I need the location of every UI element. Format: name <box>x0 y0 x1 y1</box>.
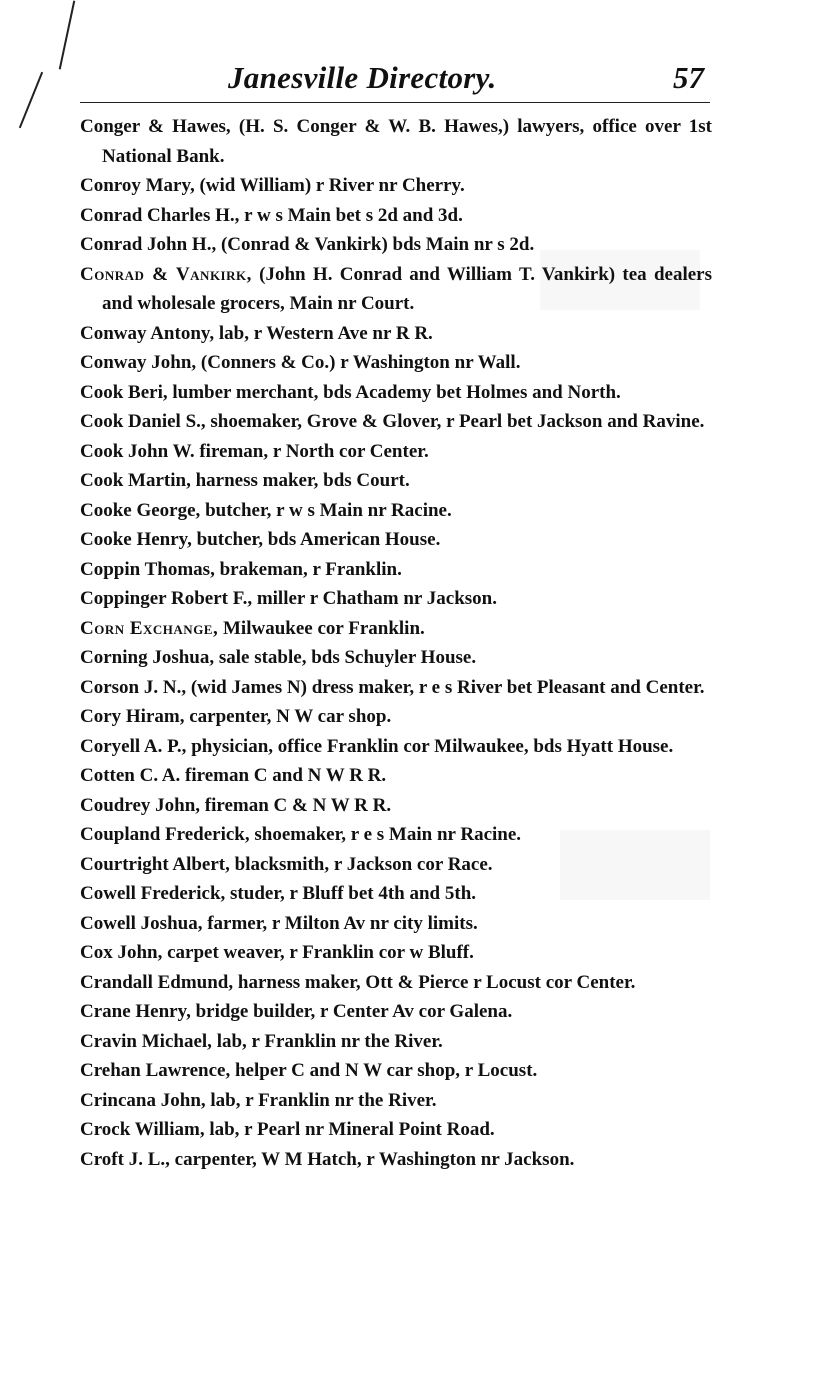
entry-name: Cooke George, <box>80 499 201 521</box>
entry-details: helper C and N W car shop, r Locust. <box>230 1060 538 1081</box>
entry-name: Cowell Frederick, <box>80 883 226 904</box>
running-title: Janesville Directory. <box>228 60 497 95</box>
directory-entry <box>80 201 712 231</box>
entry-details: fireman C & N W R R. <box>200 794 392 816</box>
entry-details: carpenter, N W car shop. <box>184 706 392 727</box>
entry-details: carpet weaver, r Franklin cor w Bluff. <box>162 942 474 963</box>
directory-entry <box>80 1086 712 1116</box>
directory-entry <box>80 732 712 762</box>
directory-entry <box>80 997 712 1027</box>
entry-name: Conger & Hawes, <box>80 116 231 137</box>
entry-details: (wid William) r River nr Cherry. <box>194 175 465 196</box>
directory-entry <box>80 938 712 968</box>
running-header <box>80 58 710 103</box>
entry-details: fireman C and N W R R. <box>180 765 387 786</box>
entry-name: Courtright Albert, <box>80 853 230 875</box>
entry-name: Coppin Thomas, <box>80 558 215 580</box>
directory-entry <box>80 791 712 821</box>
entry-name: Crandall Edmund, <box>80 971 234 993</box>
directory-entry <box>80 909 712 939</box>
directory-entry <box>80 378 712 408</box>
page-number: 57 <box>673 60 704 95</box>
entry-name: Cook Martin, <box>80 470 191 491</box>
entry-details: (H. S. Conger & W. B. Hawes,) lawyers, office over 1st National Bank. <box>102 116 712 167</box>
entry-name: Corning Joshua, <box>80 647 215 668</box>
directory-entry <box>80 260 712 319</box>
entry-name: Coudrey John, <box>80 794 201 816</box>
directory-entry <box>80 614 712 644</box>
directory-entry <box>80 1056 712 1086</box>
entry-details: harness maker, Ott & Pierce r Locust cor Center. <box>233 971 636 993</box>
entry-details: (John H. Conrad and William T. Vankirk) tea dealers and wholesale grocers, Main nr Court. <box>102 263 712 314</box>
entry-details: (Conners & Co.) r Washington nr Wall. <box>196 352 521 373</box>
directory-entry <box>80 1145 712 1175</box>
directory-entry <box>80 761 712 791</box>
entry-name: Crane Henry, <box>80 1001 191 1022</box>
directory-entry <box>80 1027 712 1057</box>
entry-details: blacksmith, r Jackson cor Race. <box>229 853 493 875</box>
entry-details: studer, r Bluff bet 4th and 5th. <box>225 883 477 904</box>
entry-details: brakeman, r Franklin. <box>214 558 402 580</box>
directory-entry <box>80 407 712 437</box>
entry-details: r w s Main bet s 2d and 3d. <box>239 204 463 226</box>
entry-details: (Conrad & Vankirk) bds Main nr s 2d. <box>216 234 535 255</box>
entry-name: Cotten C. A. <box>80 765 181 786</box>
entry-details: carpenter, W M Hatch, r Washington nr Jackson. <box>169 1148 575 1170</box>
entry-details: miller r Chatham nr Jackson. <box>252 588 497 609</box>
entry-name: Cory Hiram, <box>80 706 185 727</box>
entry-name: Cook Daniel S., <box>80 411 206 432</box>
entry-name: Crincana John, <box>80 1089 206 1111</box>
directory-entry <box>80 673 712 703</box>
directory-entries <box>80 112 712 1174</box>
entry-name: Corson J. N., <box>80 676 187 698</box>
entry-details: sale stable, bds Schuyler House. <box>214 647 477 668</box>
entry-name: Coppinger Robert F., <box>80 588 253 609</box>
scan-edge-mark-lower <box>19 72 43 128</box>
directory-entry <box>80 584 712 614</box>
entry-details: butcher, bds American House. <box>191 529 441 550</box>
entry-details: Milwaukee cor Franklin. <box>218 617 425 639</box>
directory-entry <box>80 820 712 850</box>
entry-name: Cooke Henry, <box>80 529 192 550</box>
directory-entry <box>80 496 712 526</box>
entry-details: fireman, r North cor Center. <box>194 440 429 462</box>
directory-entry <box>80 702 712 732</box>
entry-details: lab, r Franklin nr the River. <box>211 1030 443 1052</box>
entry-name: Coupland Frederick, <box>80 824 250 845</box>
directory-entry <box>80 319 712 349</box>
entry-details: shoemaker, r e s Main nr Racine. <box>249 824 522 845</box>
directory-entry <box>80 643 712 673</box>
entry-details: lab, r Western Ave nr R R. <box>214 322 433 344</box>
entry-details: lab, r Franklin nr the River. <box>205 1089 437 1111</box>
entry-details: bridge builder, r Center Av cor Galena. <box>190 1001 513 1022</box>
directory-entry <box>80 466 712 496</box>
entry-name: Conrad Charles H., <box>80 204 240 226</box>
entry-name: Conrad & Vankirk, <box>80 263 252 285</box>
entry-details: lab, r Pearl nr Mineral Point Road. <box>204 1119 495 1140</box>
entry-name: Conway Antony, <box>80 322 215 344</box>
entry-name: Conroy Mary, <box>80 175 195 196</box>
entry-name: Conway John, <box>80 352 197 373</box>
entry-details: (wid James N) dress maker, r e s River bet Pleasant and Center. <box>186 676 705 698</box>
entry-name: Cook Beri, <box>80 381 168 403</box>
directory-entry <box>80 171 712 201</box>
directory-entry <box>80 968 712 998</box>
entry-name: Cravin Michael, <box>80 1030 212 1052</box>
scan-edge-mark <box>59 1 76 70</box>
directory-entry <box>80 1115 712 1145</box>
directory-entry <box>80 525 712 555</box>
entry-name: Cowell Joshua, <box>80 912 203 934</box>
entry-details: farmer, r Milton Av nr city limits. <box>202 912 478 934</box>
entry-name: Coryell A. P., <box>80 735 187 757</box>
entry-name: Croft J. L., <box>80 1148 170 1170</box>
entry-details: physician, office Franklin cor Milwaukee, bds Hyatt House. <box>186 735 674 757</box>
entry-name: Crock William, <box>80 1119 205 1140</box>
entry-details: butcher, r w s Main nr Racine. <box>200 499 452 521</box>
entry-details: harness maker, bds Court. <box>190 470 410 491</box>
entry-name: Corn Exchange, <box>80 617 219 639</box>
entry-name: Conrad John H., <box>80 234 217 255</box>
directory-entry <box>80 850 712 880</box>
directory-entry <box>80 348 712 378</box>
directory-entry <box>80 112 712 171</box>
directory-entry <box>80 555 712 585</box>
entry-details: shoemaker, Grove & Glover, r Pearl bet Jackson and Ravine. <box>205 411 705 432</box>
entry-name: Cook John W. <box>80 440 195 462</box>
directory-entry <box>80 437 712 467</box>
directory-entry <box>80 230 712 260</box>
entry-name: Cox John, <box>80 942 163 963</box>
entry-details: lumber merchant, bds Academy bet Holmes and North. <box>167 381 621 403</box>
directory-entry <box>80 879 712 909</box>
entry-name: Crehan Lawrence, <box>80 1060 231 1081</box>
